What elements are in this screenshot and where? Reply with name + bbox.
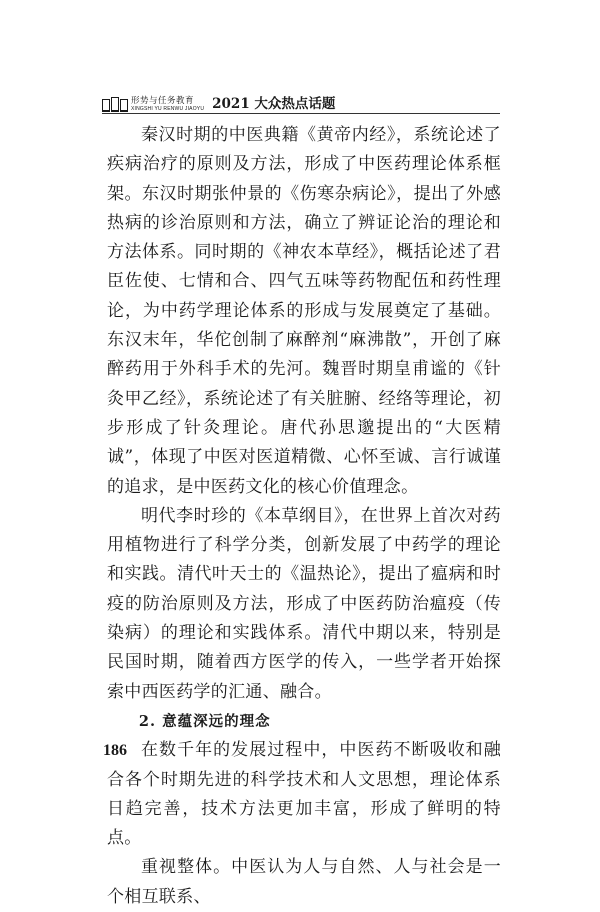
running-header <box>102 90 335 112</box>
brand-chinese: 形势与任务教育 <box>131 95 195 106</box>
book-logo-icon <box>102 97 128 112</box>
header-divider <box>102 113 500 114</box>
brand-pinyin: XINGSHI YU RENWU JIAOYU <box>131 106 205 112</box>
paragraph-mingqing: 明代李时珍的《本草纲目》，在世界上首次对药用植物进行了科学分类，创新发展了中药学的理论和实践。清代叶天士的《温热论》，提出了瘟病和时疫的防治原则及方法，形成了中医药防治瘟疫（传染病）的理论和实践体系。清代中期以来，特别是民国时期，随着西方医学的传入，一些学者开始探索中西医药学的汇通、融合。 <box>107 505 501 702</box>
paragraph-development: 在数千年的发展过程中，中医药不断吸收和融合各个时期先进的科学技术和人文思想，理论体系日趋完善，技术方法更加丰富，形成了鲜明的特点。 <box>107 740 501 849</box>
paragraph-holism: 重视整体。中医认为人与自然、人与社会是一个相互联系、 <box>107 857 501 907</box>
publication-brand <box>131 97 204 113</box>
paragraph-qinhan: 秦汉时期的中医典籍《黄帝内经》，系统论述了疾病治疗的原则及方法，形成了中医药理论体系框架。东汉时期张仲景的《伤寒杂病论》，提出了外感热病的诊治原则和方法，确立了辨证论治的理论和方法体系。同时期的《神农本草经》，概括论述了君臣佐使、七情和合、四气五味等药物配伍和药性理论，为中药学理论体系的形成与发展奠定了基础。东汉末年，华佗创制了麻醉剂“麻沸散”，开创了麻醉药用于外科手术的先河。魏晋时期皇甫谧的《针灸甲乙经》，系统论述了有关脏腑、经络等理论，初步形成了针灸理论。唐代孙思邈提出的“大医精诚”，体现了中医对医道精微、心怀至诚、言行诚谨的追求，是中医药文化的核心价值理念。 <box>107 125 501 497</box>
page-number: 186 <box>103 742 127 759</box>
body-text <box>107 121 501 912</box>
header-title: 2021 大众热点话题 <box>212 95 336 112</box>
section-heading: 2. 意蕴深远的理念 <box>138 712 271 730</box>
